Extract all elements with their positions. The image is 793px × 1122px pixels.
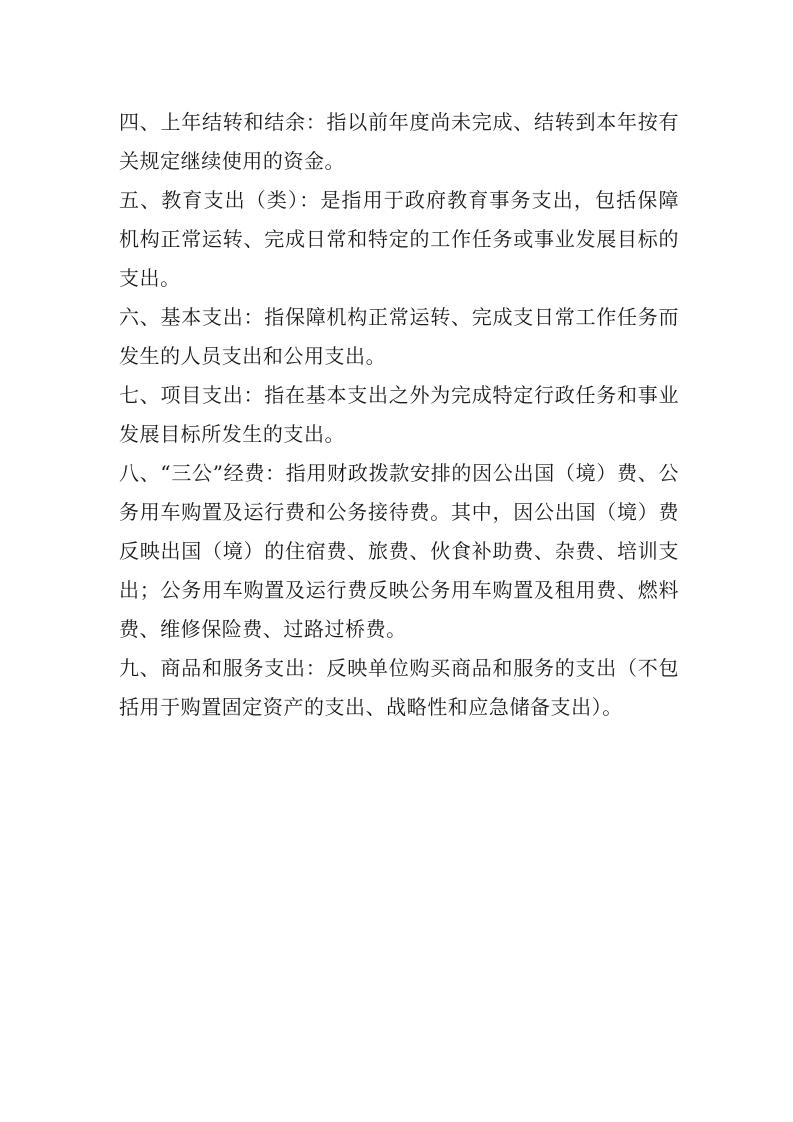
paragraph-basic-expenditure: 六、基本支出：指保障机构正常运转、完成支日常工作任务而发生的人员支出和公用支出。 <box>119 305 679 368</box>
paragraph-three-public-expenses: 八、“三公”经费：指用财政拨款安排的因公出国（境）费、公务用车购置及运行费和公务接待费。其中，因公出国（境）费反映出国（境）的住宿费、旅费、伙食补助费、杂费、培训支出；公务用车购置及运行费反映公务用车购置及租用费、燃料费、维修保险费、过路过桥费。 <box>119 461 679 641</box>
paragraph-education-expenditure: 五、教育支出（类）：是指用于政府教育事务支出，包括保障机构正常运转、完成日常和特定的工作任务或事业发展目标的支出。 <box>119 188 679 290</box>
paragraph-project-expenditure: 七、项目支出：指在基本支出之外为完成特定行政任务和事业发展目标所发生的支出。 <box>119 383 679 446</box>
document-body <box>119 103 679 727</box>
paragraph-goods-services-expenditure: 九、商品和服务支出：反映单位购买商品和服务的支出（不包括用于购置固定资产的支出、战略性和应急储备支出）。 <box>119 656 679 719</box>
paragraph-carryover-balance: 四、上年结转和结余：指以前年度尚未完成、结转到本年按有关规定继续使用的资金。 <box>119 110 679 173</box>
